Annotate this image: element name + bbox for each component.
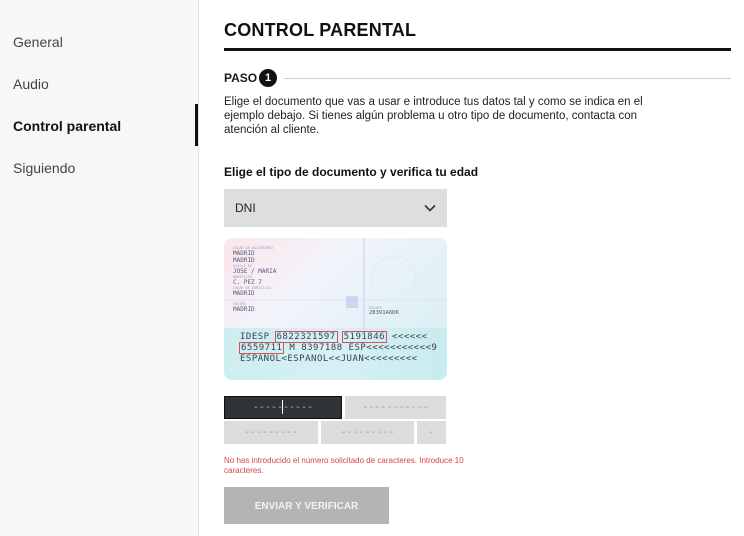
sidebar-item-general[interactable]: General: [13, 34, 63, 50]
document-code-input-5[interactable]: [417, 421, 446, 444]
document-code-input-3[interactable]: [224, 421, 318, 444]
step-divider: [284, 78, 731, 79]
document-type-select[interactable]: [224, 189, 447, 227]
submit-verify-button[interactable]: ENVIAR Y VERIFICAR: [224, 487, 389, 524]
mrz-highlight-document-number: 6822321597: [276, 332, 336, 342]
id-card-number: EQUIPO 28391A6DK: [369, 306, 399, 316]
document-code-input-1[interactable]: [224, 396, 342, 419]
text-caret: [282, 400, 283, 414]
id-card-mrz: IDESP 6822321597 5191846 <<<<<< 6559711 M 8397188 ESP<<<<<<<<<<<9 ESPANOL<ESPANOL<<JUAN<<<<<<<<<: [240, 332, 438, 364]
sidebar-item-audio[interactable]: Audio: [13, 76, 49, 92]
sidebar-item-control-parental[interactable]: Control parental: [13, 118, 122, 134]
validation-error-message: No has introducido el número solicitado de caracteres. Introduce 10 caracteres.: [224, 456, 464, 475]
step-label: PASO: [224, 71, 258, 85]
mrz-highlight-birth: 6559711: [241, 343, 283, 353]
step-number-badge: 1: [259, 69, 277, 87]
page-title: CONTROL PARENTAL: [224, 20, 417, 40]
settings-sidebar: [0, 0, 199, 536]
id-card-sample-image: [224, 238, 447, 380]
sidebar-active-marker: [195, 104, 198, 146]
id-card-fields: LUGAR DE NACIMIENTO MADRID MADRID HIJO/A DE JOSE / MARIA DOMICILIO C. PEZ 7 LUGAR DE DOMICILIO MADRID EQUIPO MADRID: [233, 246, 277, 313]
step-header: [224, 69, 731, 87]
parental-control-panel: [224, 0, 744, 536]
document-code-input-2[interactable]: [345, 396, 446, 419]
sidebar-item-siguiendo[interactable]: Siguiendo: [13, 160, 76, 176]
document-type-value: DNI: [235, 201, 256, 215]
document-code-input-4[interactable]: [321, 421, 414, 444]
title-divider: [224, 48, 731, 51]
chevron-down-icon: [423, 201, 437, 215]
intro-text: Elige el documento que vas a usar e introduce tus datos tal y como se indica en el ejemplo debajo. Si tienes algún problema u otro tipo de documento, contacta con atención al cliente.: [224, 96, 643, 136]
document-section-label: Elige el tipo de documento y verifica tu edad: [224, 165, 479, 179]
